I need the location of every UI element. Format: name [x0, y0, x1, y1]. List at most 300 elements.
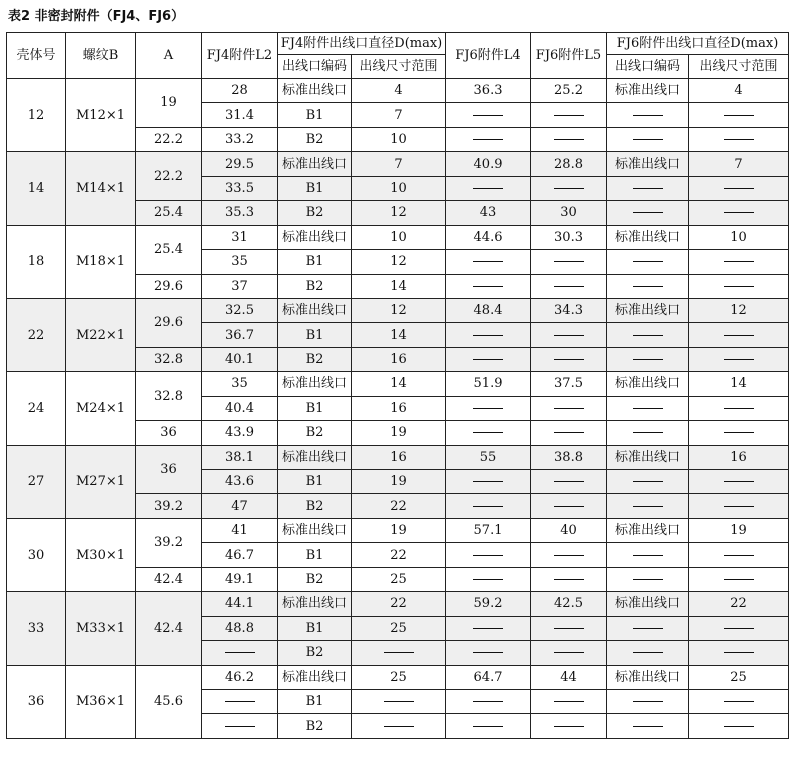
header-fj6-l5: FJ6附件L5 — [531, 33, 607, 79]
fj6-l4-cell: 44.6 — [446, 225, 531, 249]
table-body — [7, 79, 789, 739]
fj6-l4-cell — [446, 347, 531, 371]
fj4-l2-cell — [202, 689, 278, 713]
empty-value-dash — [473, 432, 503, 433]
shell-number-cell: 22 — [7, 298, 66, 371]
fj6-range-cell: 10 — [689, 225, 789, 249]
fj4-l2-cell: 29.5 — [202, 152, 278, 176]
fj4-range-cell: 19 — [352, 470, 446, 494]
fj4-l2-cell: 41 — [202, 518, 278, 542]
empty-value-dash — [724, 335, 754, 336]
empty-value-dash — [554, 115, 584, 116]
fj4-range-cell: 16 — [352, 396, 446, 420]
table-row — [7, 445, 789, 469]
fj4-range-cell: 16 — [352, 347, 446, 371]
shell-number-cell: 24 — [7, 372, 66, 445]
empty-value-dash — [724, 408, 754, 409]
fj6-outlet-code-cell: 标准出线口 — [607, 518, 689, 542]
fj4-l2-cell: 43.6 — [202, 470, 278, 494]
fj4-l2-cell: 40.1 — [202, 347, 278, 371]
header-fj6-l4: FJ6附件L4 — [446, 33, 531, 79]
empty-value-dash — [554, 188, 584, 189]
empty-value-dash — [554, 701, 584, 702]
empty-value-dash — [724, 628, 754, 629]
fj6-range-cell — [689, 103, 789, 127]
fj6-l4-cell — [446, 689, 531, 713]
fj6-range-cell: 22 — [689, 592, 789, 616]
fj6-outlet-code-cell: 标准出线口 — [607, 372, 689, 396]
dimension-a-cell: 29.6 — [136, 274, 202, 298]
empty-value-dash — [724, 481, 754, 482]
fj6-l4-cell: 64.7 — [446, 665, 531, 689]
fj4-range-cell: 19 — [352, 421, 446, 445]
empty-value-dash — [633, 261, 663, 262]
fj6-range-cell — [689, 250, 789, 274]
fj4-l2-cell: 36.7 — [202, 323, 278, 347]
fj6-l5-cell — [531, 274, 607, 298]
fj4-l2-cell: 35 — [202, 250, 278, 274]
fj4-outlet-code-cell: B2 — [278, 641, 352, 665]
fj6-l5-cell — [531, 543, 607, 567]
fj4-outlet-code-cell: 标准出线口 — [278, 372, 352, 396]
fj4-outlet-code-cell: B2 — [278, 421, 352, 445]
fj4-outlet-code-cell: B1 — [278, 103, 352, 127]
fj4-range-cell: 10 — [352, 127, 446, 151]
fj4-range-cell: 4 — [352, 79, 446, 103]
empty-value-dash — [384, 726, 414, 727]
fj4-range-cell: 22 — [352, 592, 446, 616]
empty-value-dash — [225, 701, 255, 702]
thread-cell: M33×1 — [66, 592, 136, 665]
fj6-l5-cell — [531, 470, 607, 494]
dimension-a-cell: 32.8 — [136, 347, 202, 371]
fj6-l5-cell: 25.2 — [531, 79, 607, 103]
fj4-l2-cell: 40.4 — [202, 396, 278, 420]
dimension-a-cell: 25.4 — [136, 201, 202, 225]
dimension-a-cell: 29.6 — [136, 298, 202, 347]
fj4-outlet-code-cell: B2 — [278, 494, 352, 518]
fj4-range-cell: 12 — [352, 298, 446, 322]
fj6-l5-cell: 30 — [531, 201, 607, 225]
fj6-outlet-code-cell — [607, 176, 689, 200]
fj4-l2-cell: 38.1 — [202, 445, 278, 469]
fj6-l5-cell: 38.8 — [531, 445, 607, 469]
fj4-range-cell: 10 — [352, 225, 446, 249]
header-fj4-outlet: FJ4附件出线口直径D(max) — [278, 33, 446, 55]
fj6-range-cell — [689, 567, 789, 591]
table-caption: 表2 非密封附件（FJ4、FJ6） — [8, 9, 185, 24]
fj6-outlet-code-cell — [607, 616, 689, 640]
fj6-range-cell — [689, 347, 789, 371]
fj6-l4-cell: 51.9 — [446, 372, 531, 396]
empty-value-dash — [473, 555, 503, 556]
empty-value-dash — [633, 139, 663, 140]
fj6-range-cell: 7 — [689, 152, 789, 176]
fj4-l2-cell: 28 — [202, 79, 278, 103]
fj6-l4-cell — [446, 470, 531, 494]
empty-value-dash — [633, 652, 663, 653]
empty-value-dash — [633, 408, 663, 409]
fj6-l4-cell: 48.4 — [446, 298, 531, 322]
fj6-l5-cell — [531, 347, 607, 371]
empty-value-dash — [554, 579, 584, 580]
fj4-l2-cell: 43.9 — [202, 421, 278, 445]
fj6-l5-cell — [531, 689, 607, 713]
fj6-outlet-code-cell — [607, 127, 689, 151]
fj6-l5-cell — [531, 396, 607, 420]
fj4-outlet-code-cell: B1 — [278, 250, 352, 274]
empty-value-dash — [473, 579, 503, 580]
fj4-outlet-code-cell: 标准出线口 — [278, 518, 352, 542]
empty-value-dash — [633, 335, 663, 336]
fj6-l4-cell — [446, 103, 531, 127]
empty-value-dash — [554, 359, 584, 360]
fj4-range-cell: 14 — [352, 372, 446, 396]
fj6-range-cell — [689, 616, 789, 640]
empty-value-dash — [633, 481, 663, 482]
fj6-outlet-code-cell — [607, 689, 689, 713]
empty-value-dash — [473, 261, 503, 262]
table-row — [7, 665, 789, 689]
empty-value-dash — [554, 286, 584, 287]
fj4-l2-cell: 33.5 — [202, 176, 278, 200]
empty-value-dash — [554, 432, 584, 433]
fj6-outlet-code-cell — [607, 250, 689, 274]
dimension-a-cell: 36 — [136, 445, 202, 494]
shell-number-cell: 27 — [7, 445, 66, 518]
empty-value-dash — [724, 701, 754, 702]
header-fj6-range: 出线尺寸范围 — [689, 55, 789, 79]
fj4-l2-cell: 46.2 — [202, 665, 278, 689]
fj6-l4-cell — [446, 616, 531, 640]
fj4-range-cell: 22 — [352, 494, 446, 518]
fj6-range-cell — [689, 396, 789, 420]
dimension-a-cell: 39.2 — [136, 518, 202, 567]
header-fj6-outlet-code: 出线口编码 — [607, 55, 689, 79]
empty-value-dash — [554, 408, 584, 409]
empty-value-dash — [473, 506, 503, 507]
empty-value-dash — [473, 701, 503, 702]
empty-value-dash — [473, 335, 503, 336]
fj6-l4-cell — [446, 274, 531, 298]
fj6-range-cell — [689, 323, 789, 347]
fj4-outlet-code-cell: 标准出线口 — [278, 665, 352, 689]
fj6-l5-cell — [531, 323, 607, 347]
dimension-a-cell: 32.8 — [136, 372, 202, 421]
fj6-l4-cell: 59.2 — [446, 592, 531, 616]
fj6-outlet-code-cell — [607, 103, 689, 127]
fj6-range-cell — [689, 201, 789, 225]
fj6-l4-cell — [446, 323, 531, 347]
fj4-l2-cell: 48.8 — [202, 616, 278, 640]
dimension-a-cell: 36 — [136, 421, 202, 445]
fj4-outlet-code-cell: B1 — [278, 176, 352, 200]
fj6-outlet-code-cell — [607, 567, 689, 591]
fj4-range-cell — [352, 641, 446, 665]
fj6-range-cell — [689, 641, 789, 665]
thread-cell: M12×1 — [66, 79, 136, 152]
fj6-outlet-code-cell: 标准出线口 — [607, 79, 689, 103]
fj4-l2-cell — [202, 714, 278, 739]
fj4-l2-cell: 35.3 — [202, 201, 278, 225]
empty-value-dash — [554, 555, 584, 556]
fj6-outlet-code-cell: 标准出线口 — [607, 298, 689, 322]
empty-value-dash — [724, 506, 754, 507]
empty-value-dash — [384, 652, 414, 653]
dimension-a-cell: 42.4 — [136, 567, 202, 591]
table-row — [7, 372, 789, 396]
thread-cell: M36×1 — [66, 665, 136, 739]
fj6-l4-cell — [446, 127, 531, 151]
shell-number-cell: 30 — [7, 518, 66, 591]
empty-value-dash — [633, 212, 663, 213]
fj6-range-cell: 12 — [689, 298, 789, 322]
fj6-l5-cell — [531, 103, 607, 127]
fj6-outlet-code-cell — [607, 714, 689, 739]
fj4-l2-cell: 37 — [202, 274, 278, 298]
fj6-l4-cell: 40.9 — [446, 152, 531, 176]
fj4-range-cell: 19 — [352, 518, 446, 542]
header-shell: 壳体号 — [7, 33, 66, 79]
fj4-outlet-code-cell: B2 — [278, 274, 352, 298]
table-row — [7, 225, 789, 249]
fj6-l4-cell — [446, 396, 531, 420]
dimension-a-cell: 42.4 — [136, 592, 202, 665]
fj6-l4-cell: 36.3 — [446, 79, 531, 103]
fj4-range-cell: 25 — [352, 665, 446, 689]
empty-value-dash — [724, 726, 754, 727]
fj4-outlet-code-cell: 标准出线口 — [278, 298, 352, 322]
empty-value-dash — [633, 726, 663, 727]
fj6-range-cell — [689, 494, 789, 518]
empty-value-dash — [633, 701, 663, 702]
table-row — [7, 79, 789, 103]
fj6-l5-cell — [531, 127, 607, 151]
thread-cell: M14×1 — [66, 152, 136, 225]
fj4-l2-cell: 33.2 — [202, 127, 278, 151]
empty-value-dash — [633, 555, 663, 556]
shell-number-cell: 18 — [7, 225, 66, 298]
thread-cell: M22×1 — [66, 298, 136, 371]
header-fj6-outlet: FJ6附件出线口直径D(max) — [607, 33, 789, 55]
empty-value-dash — [724, 652, 754, 653]
empty-value-dash — [724, 212, 754, 213]
fj6-l5-cell: 34.3 — [531, 298, 607, 322]
header-a: A — [136, 33, 202, 79]
fj4-range-cell: 16 — [352, 445, 446, 469]
empty-value-dash — [554, 726, 584, 727]
fj4-range-cell: 14 — [352, 274, 446, 298]
fj4-l2-cell: 31 — [202, 225, 278, 249]
fj4-outlet-code-cell: 标准出线口 — [278, 79, 352, 103]
fj6-l4-cell: 43 — [446, 201, 531, 225]
shell-number-cell: 33 — [7, 592, 66, 665]
shell-number-cell: 12 — [7, 79, 66, 152]
fj6-l4-cell — [446, 421, 531, 445]
empty-value-dash — [724, 579, 754, 580]
empty-value-dash — [384, 701, 414, 702]
fj4-range-cell: 22 — [352, 543, 446, 567]
fj4-range-cell — [352, 689, 446, 713]
fj6-l5-cell: 28.8 — [531, 152, 607, 176]
fj6-outlet-code-cell — [607, 494, 689, 518]
empty-value-dash — [633, 115, 663, 116]
fj4-outlet-code-cell: 标准出线口 — [278, 152, 352, 176]
empty-value-dash — [473, 726, 503, 727]
fj6-range-cell — [689, 421, 789, 445]
fj6-range-cell — [689, 274, 789, 298]
empty-value-dash — [554, 139, 584, 140]
fj6-l4-cell — [446, 494, 531, 518]
fj6-outlet-code-cell — [607, 470, 689, 494]
table-row — [7, 592, 789, 616]
empty-value-dash — [473, 188, 503, 189]
fj6-range-cell — [689, 714, 789, 739]
header-fj4-l2: FJ4附件L2 — [202, 33, 278, 79]
fj4-l2-cell: 32.5 — [202, 298, 278, 322]
fj6-range-cell — [689, 176, 789, 200]
fj4-range-cell: 10 — [352, 176, 446, 200]
empty-value-dash — [724, 555, 754, 556]
fj4-outlet-code-cell: B1 — [278, 689, 352, 713]
empty-value-dash — [473, 139, 503, 140]
fj6-range-cell: 25 — [689, 665, 789, 689]
fj4-range-cell: 25 — [352, 567, 446, 591]
empty-value-dash — [554, 481, 584, 482]
fj6-l5-cell — [531, 176, 607, 200]
fj6-outlet-code-cell — [607, 396, 689, 420]
fj6-outlet-code-cell: 标准出线口 — [607, 152, 689, 176]
fj6-l5-cell: 42.5 — [531, 592, 607, 616]
fj4-outlet-code-cell: B2 — [278, 201, 352, 225]
fj6-l5-cell — [531, 421, 607, 445]
thread-cell: M18×1 — [66, 225, 136, 298]
empty-value-dash — [724, 286, 754, 287]
empty-value-dash — [633, 359, 663, 360]
thread-cell: M27×1 — [66, 445, 136, 518]
fj4-outlet-code-cell: B1 — [278, 396, 352, 420]
empty-value-dash — [473, 652, 503, 653]
empty-value-dash — [225, 726, 255, 727]
fj4-range-cell: 7 — [352, 152, 446, 176]
fj6-outlet-code-cell — [607, 201, 689, 225]
fj6-l5-cell — [531, 616, 607, 640]
fj6-outlet-code-cell: 标准出线口 — [607, 592, 689, 616]
empty-value-dash — [633, 432, 663, 433]
dimension-a-cell: 25.4 — [136, 225, 202, 274]
fj6-l5-cell — [531, 567, 607, 591]
fj4-outlet-code-cell: 标准出线口 — [278, 225, 352, 249]
empty-value-dash — [473, 286, 503, 287]
dimension-a-cell: 22.2 — [136, 127, 202, 151]
thread-cell: M24×1 — [66, 372, 136, 445]
fj6-outlet-code-cell — [607, 347, 689, 371]
empty-value-dash — [554, 261, 584, 262]
empty-value-dash — [225, 652, 255, 653]
fj6-l4-cell — [446, 543, 531, 567]
fj4-l2-cell: 49.1 — [202, 567, 278, 591]
fj4-range-cell: 7 — [352, 103, 446, 127]
fj4-range-cell: 14 — [352, 323, 446, 347]
empty-value-dash — [554, 506, 584, 507]
dimension-a-cell: 39.2 — [136, 494, 202, 518]
fj4-outlet-code-cell: B2 — [278, 127, 352, 151]
empty-value-dash — [473, 408, 503, 409]
fj6-range-cell — [689, 689, 789, 713]
fj6-outlet-code-cell — [607, 421, 689, 445]
fj6-outlet-code-cell — [607, 323, 689, 347]
empty-value-dash — [473, 115, 503, 116]
fj6-outlet-code-cell: 标准出线口 — [607, 665, 689, 689]
fj6-l5-cell — [531, 250, 607, 274]
fj6-l5-cell — [531, 641, 607, 665]
fj6-l4-cell: 57.1 — [446, 518, 531, 542]
empty-value-dash — [724, 115, 754, 116]
fj6-l5-cell: 40 — [531, 518, 607, 542]
empty-value-dash — [724, 139, 754, 140]
fj6-outlet-code-cell: 标准出线口 — [607, 445, 689, 469]
fj4-outlet-code-cell: B1 — [278, 543, 352, 567]
empty-value-dash — [633, 628, 663, 629]
fj6-range-cell: 14 — [689, 372, 789, 396]
fj6-l4-cell — [446, 714, 531, 739]
fj4-l2-cell: 44.1 — [202, 592, 278, 616]
fj4-outlet-code-cell: 标准出线口 — [278, 592, 352, 616]
empty-value-dash — [633, 579, 663, 580]
accessory-spec-table — [6, 32, 789, 739]
fj4-l2-cell: 46.7 — [202, 543, 278, 567]
fj6-l4-cell: 55 — [446, 445, 531, 469]
empty-value-dash — [473, 359, 503, 360]
fj4-l2-cell — [202, 641, 278, 665]
fj4-range-cell: 25 — [352, 616, 446, 640]
fj4-l2-cell: 31.4 — [202, 103, 278, 127]
fj6-l5-cell — [531, 714, 607, 739]
header-fj4-range: 出线尺寸范围 — [352, 55, 446, 79]
fj6-l4-cell — [446, 250, 531, 274]
header-thread: 螺纹B — [66, 33, 136, 79]
empty-value-dash — [554, 335, 584, 336]
fj6-outlet-code-cell — [607, 543, 689, 567]
fj4-outlet-code-cell: B1 — [278, 323, 352, 347]
empty-value-dash — [473, 628, 503, 629]
table-row — [7, 518, 789, 542]
fj4-outlet-code-cell: B2 — [278, 347, 352, 371]
empty-value-dash — [724, 359, 754, 360]
fj6-outlet-code-cell: 标准出线口 — [607, 225, 689, 249]
empty-value-dash — [554, 652, 584, 653]
header-fj4-outlet-code: 出线口编码 — [278, 55, 352, 79]
fj6-range-cell: 19 — [689, 518, 789, 542]
dimension-a-cell: 45.6 — [136, 665, 202, 739]
fj4-range-cell: 12 — [352, 250, 446, 274]
fj6-l5-cell: 30.3 — [531, 225, 607, 249]
fj4-outlet-code-cell: B1 — [278, 616, 352, 640]
fj4-outlet-code-cell: B2 — [278, 714, 352, 739]
empty-value-dash — [633, 188, 663, 189]
empty-value-dash — [554, 628, 584, 629]
dimension-a-cell: 19 — [136, 79, 202, 128]
fj4-outlet-code-cell: B1 — [278, 470, 352, 494]
shell-number-cell: 14 — [7, 152, 66, 225]
empty-value-dash — [633, 506, 663, 507]
empty-value-dash — [724, 188, 754, 189]
table-row — [7, 152, 789, 176]
fj4-outlet-code-cell: 标准出线口 — [278, 445, 352, 469]
empty-value-dash — [724, 261, 754, 262]
fj6-range-cell: 16 — [689, 445, 789, 469]
empty-value-dash — [724, 432, 754, 433]
